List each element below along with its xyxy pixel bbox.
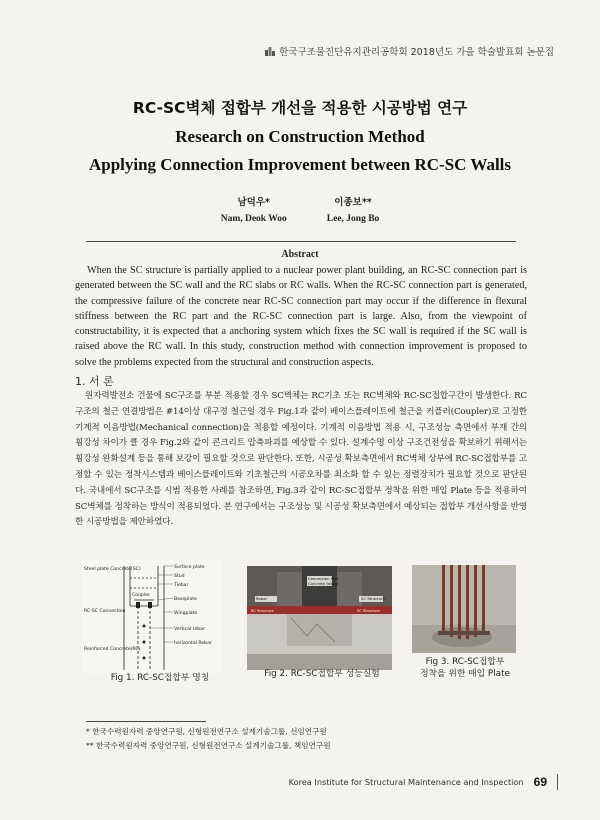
author-1 — [221, 194, 287, 228]
fig1-label-horizontal-rebar: horizontal Rebar — [174, 641, 212, 646]
title-english-line2: Applying Connection Improvement between RC-SC Walls — [88, 155, 512, 174]
footnote-rule — [86, 721, 206, 722]
building-icon — [265, 47, 275, 56]
figure-2-caption: Fig 2. RC-SC접합부 성능실험 — [264, 669, 380, 679]
figure-3-caption-line1: Fig 3. RC-SC접합부 — [425, 657, 505, 667]
running-header-text: 한국구조물진단유지관리공학회 2018년도 가을 학술발표회 논문집 — [279, 47, 554, 58]
author-1-korean: 남덕우* — [237, 197, 270, 208]
fig1-label-coupler: Coupler — [132, 593, 150, 598]
fig2-label-connection-part: Connection Part — [308, 576, 339, 581]
fig1-label-sc: Steel plate Concrete(SC) — [84, 567, 141, 572]
fig1-label-surface-plate: Surface plate — [174, 565, 205, 570]
fig1-label-rc: Reinforced Concrete(RC) — [84, 647, 141, 652]
fig2-label-rebar: Rebar — [256, 596, 268, 601]
fig2-label-rc-structure: RC Structure — [251, 609, 274, 613]
title-english-line1: Research on Construction Method — [175, 127, 425, 146]
figure-1-caption: Fig 1. RC-SC접합부 명칭 — [110, 673, 210, 683]
intro-body: 원자력발전소 건물에 SC구조를 부분 적용할 경우 SC벽체는 RC기초 또는 RC벽체와 RC-SC접합구간이 발생한다. RC구조의 철근 연결방법은 #14이상 대구경 철근일 경우 Fig.1과 같이 베이스플레이트에 철근을 커플러(Coupler)로 고정한 기계적 이음방법(Mechanical connection)을 적용할 예정이다. 기계적 이음방법 적용 시, 구조성능 측면에서 부재 간의 휨강성 차이가 클 경우 Fig.2와 같이 콘크리트 압축파괴를 예상할 수 있다. 설계수명 이상 구조건전성을 확보하기 위해서는 휨강성 완화설계 등을 통해 보강이 필요할 것으로 판단한다. 또한, 시공성 확보측면에서 RC벽체 상부에 RC-SC접합부를 고정할 수 있는 정착시스템과 베이스플레이트와 기초철근의 시공오차를 최소화 할 수 있는 정렬장치가 필요할 것으로 판단된다. 국내에서 SC구조를 시범 적용한 사례를 참조하면, Fig.3과 같이 RC-SC접합부 정착을 위한 매입 Plate 등을 적용하여 SC벽체를 정착하는 방식이 적용되었다. 본 연구에서는 구조성능 및 시공성 확보측면에서 예상되는 접합부 개선사항을 반영한 시공방법을 제안하였다. — [75, 391, 527, 528]
fig1-label-stud: Stud — [174, 574, 185, 579]
author-list — [0, 194, 600, 228]
fig2-label-concrete-failure: Concrete failure — [308, 581, 339, 586]
author-2-english: Lee, Jong Bo — [326, 214, 380, 224]
fig1-label-tiebar: Tiebar — [174, 583, 189, 588]
running-header — [265, 44, 554, 58]
fig1-label-baseplate: Baseplate — [174, 597, 197, 602]
figure-3-photo — [412, 565, 516, 653]
author-1-english: Nam, Deok Woo — [220, 214, 287, 224]
page-footer — [289, 774, 558, 790]
fig1-label-vertical-rebar: Vertical rebar — [174, 627, 205, 632]
title-korean: RC-SC벽체 접합부 개선을 적용한 시공방법 연구 — [132, 99, 468, 117]
abstract-rule — [86, 241, 516, 242]
fig1-label-wingplate: Wingplate — [174, 611, 198, 616]
author-2 — [327, 194, 380, 228]
abstract-body: When the SC structure is partially applied to a nuclear power plant building, an RC-SC connection part is generated between the SC wall and the RC slabs or RC walls. When the RC-SC connection part is generated, the compressive failure of the concrete near RC-SC connection part may occur if the difference in flexural stiffness between the RC part and the RC-SC connection part is large. Also, from the viewpoint of constructability, it is expected that a anchoring system which fixes the SC wall is required if the SC wall is raised above the RC wall. In this study, construction method with connection improvement is proposed to solve the problems expected from the structural and construction aspects. — [75, 265, 527, 368]
fig2-label-sc-structure: SC Structure — [357, 609, 380, 613]
figure-3-caption — [400, 656, 530, 680]
figure-1-diagram — [82, 560, 222, 674]
fig1-label-connection: RC-SC Connection — [84, 609, 126, 614]
footer-text: Korea Institute for Structural Maintenance and Inspection — [288, 777, 524, 787]
abstract-heading: Abstract — [281, 249, 319, 260]
footnote-2: ** 한국수력원자력 중앙연구원, 신형원전연구소 설계기술그룹, 책임연구원 — [86, 741, 331, 750]
page-number: 69 — [533, 775, 547, 789]
footnote-1: * 한국수력원자력 중앙연구원, 신형원전연구소 설계기술그룹, 선임연구원 — [86, 727, 327, 736]
section-heading: 1. 서 론 — [75, 375, 114, 388]
footer-divider — [557, 774, 558, 790]
figure-2-photo — [247, 566, 392, 670]
author-2-korean: 이종보** — [334, 197, 372, 208]
fig2-label-sc-structure-top: SC Structure — [361, 596, 385, 601]
figure-3-caption-line2: 정착을 위한 매입 Plate — [420, 669, 510, 679]
